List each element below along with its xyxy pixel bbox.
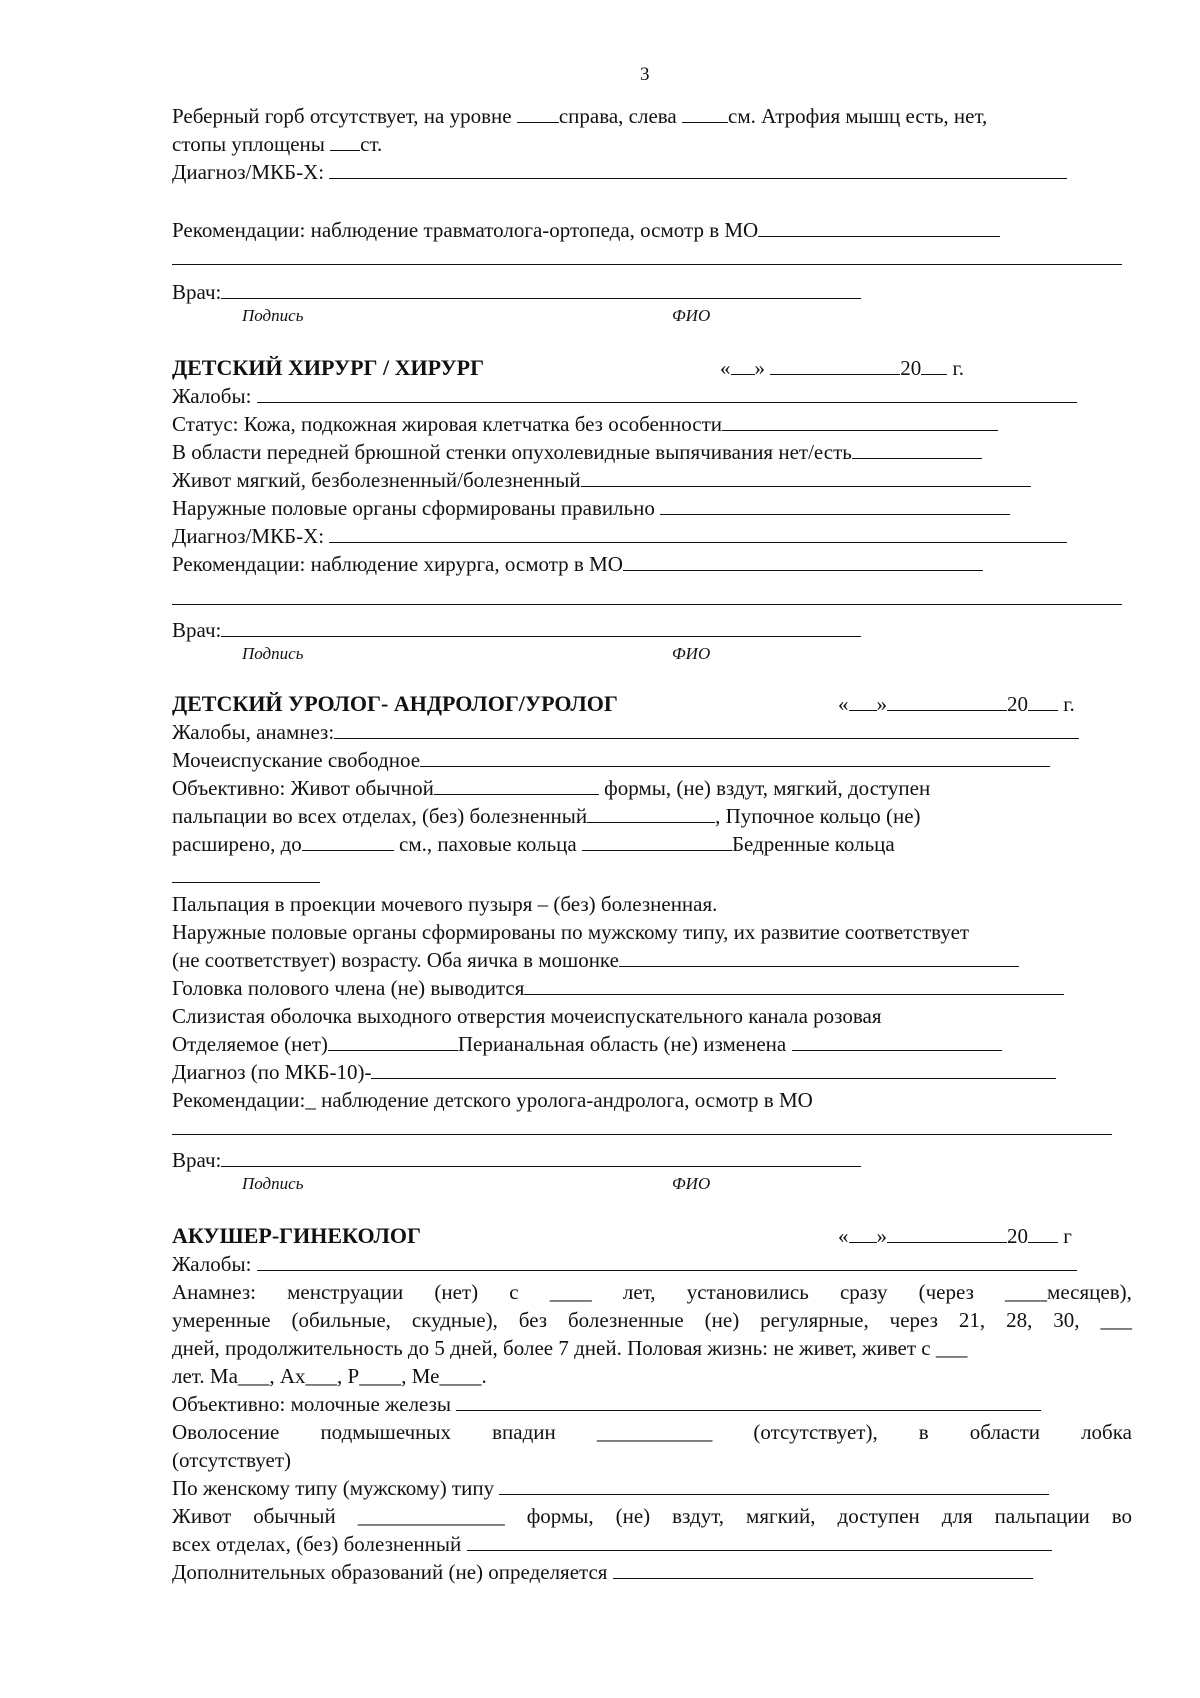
urologist-femoral-field[interactable] (172, 882, 320, 883)
urologist-diagnosis-line: Диагноз (по МКБ-10)- (172, 1058, 1132, 1086)
gynecologist-complaints-field[interactable] (257, 1250, 1077, 1271)
urologist-recommend-extra-line[interactable] (172, 1134, 1112, 1135)
urologist-discharge-line: Отделяемое (нет) Перианальная область (не) изменена (172, 1030, 1132, 1058)
gynecologist-title: АКУШЕР-ГИНЕКОЛОГ (172, 1223, 421, 1248)
gynecologist-anamnesis-line-1: Анамнез: менструации (нет) с ____ лет, установились сразу (через ____месяцев), (172, 1280, 1132, 1304)
ortho-diagnosis-field[interactable] (329, 158, 1067, 179)
urologist-glans-field[interactable] (524, 974, 1064, 995)
urologist-fio-caption: ФИО (672, 1174, 711, 1193)
urologist-urination-line: Мочеиспускание свободное (172, 746, 1132, 774)
ortho-diagnosis-line: Диагноз/МКБ-Х: (172, 158, 1132, 186)
urologist-umbilical-size-field[interactable] (302, 830, 394, 851)
surgeon-recommend-extra-line[interactable] (172, 604, 1122, 605)
surgeon-recommend-field[interactable] (623, 550, 983, 571)
gynecologist-breasts-line: Объективно: молочные железы (172, 1390, 1132, 1418)
urologist-mucosa-line: Слизистая оболочка выходного отверстия мочеиспускательного канала розовая (172, 1004, 882, 1028)
urologist-day-field[interactable] (849, 690, 877, 711)
gynecologist-breasts-field[interactable] (456, 1390, 1041, 1411)
page-number: 3 (640, 64, 650, 85)
gynecologist-absent-line: (отсутствует) (172, 1448, 292, 1472)
urologist-diagnosis-field[interactable] (371, 1058, 1056, 1079)
urologist-genitals-line-1: Наружные половые органы сформированы по мужскому типу, их развитие соответствует (172, 920, 970, 944)
gynecologist-anamnesis-line-4: лет. Ма___, Ах___, Р____, Ме____. (172, 1364, 487, 1388)
urologist-rings-line: расширено, до см., паховые кольца Бедренные кольца (172, 832, 895, 856)
urologist-abdomen-shape-field[interactable] (434, 774, 599, 795)
urologist-objective-line: Объективно: Живот обычной формы, (не) вздут, мягкий, доступен (172, 776, 931, 800)
gynecologist-year-field[interactable] (1028, 1222, 1058, 1243)
rib-left-field[interactable] (682, 102, 728, 123)
ortho-rib-hump-line: Реберный горб отсутствует, на уровне справа, слева см. Атрофия мышц есть, нет, (172, 104, 988, 128)
surgeon-diagnosis-line: Диагноз/МКБ-Х: (172, 522, 1132, 550)
gynecologist-anamnesis-line-3: дней, продолжительность до 5 дней, более 7 дней. Половая жизнь: не живет, живет с ___ (172, 1336, 968, 1360)
urologist-complaints-field[interactable] (334, 718, 1079, 739)
urologist-complaints-line: Жалобы, анамнез: (172, 718, 1132, 746)
gynecologist-abdomen-line-1: Живот обычный ______________ формы, (не) вздут, мягкий, доступен для пальпации во (172, 1504, 1132, 1528)
gynecologist-additional-line: Дополнительных образований (не) определяется (172, 1558, 1132, 1586)
ortho-doctor-line: Врач: (172, 278, 1132, 306)
ortho-recommend-field[interactable] (758, 216, 1000, 237)
surgeon-abdomen-field[interactable] (581, 466, 1031, 487)
surgeon-doctor-field[interactable] (221, 616, 861, 637)
gynecologist-type-line: По женскому типу (мужскому) типу (172, 1474, 1132, 1502)
urologist-title: ДЕТСКИЙ УРОЛОГ- АНДРОЛОГ/УРОЛОГ (172, 691, 618, 716)
urologist-date: « » 20 г. (838, 692, 1075, 716)
urologist-tenderness-field[interactable] (587, 802, 715, 823)
gynecologist-month-field[interactable] (887, 1222, 1007, 1243)
gynecologist-complaints-line: Жалобы: (172, 1250, 1132, 1278)
gynecologist-type-field[interactable] (499, 1474, 1049, 1495)
urologist-sign-caption: Подпись (242, 1174, 304, 1193)
urologist-recommend-line: Рекомендации:_ наблюдение детского уролога-андролога, осмотр в МО (172, 1088, 813, 1112)
gynecologist-abdomen-field[interactable] (467, 1530, 1052, 1551)
gynecologist-anamnesis-line-2: умеренные (обильные, скудные), без болезненные (не) регулярные, через 21, 28, 30, ___ (172, 1308, 1132, 1332)
flat-feet-field[interactable] (330, 130, 360, 151)
surgeon-complaints-line: Жалобы: (172, 382, 1132, 410)
rib-right-field[interactable] (517, 102, 559, 123)
surgeon-status-line: Статус: Кожа, подкожная жировая клетчатка без особенности (172, 410, 1132, 438)
surgeon-year-field[interactable] (921, 354, 947, 375)
urologist-glans-line: Головка полового члена (не) выводится (172, 974, 1132, 1002)
surgeon-month-field[interactable] (770, 354, 900, 375)
ortho-fio-caption: ФИО (672, 306, 711, 325)
gynecologist-axillary-line: Оволосение подмышечных впадин ___________ (отсутствует), в области лобка (172, 1420, 1132, 1444)
surgeon-genitals-field[interactable] (660, 494, 1010, 515)
ortho-doctor-field[interactable] (221, 278, 861, 299)
urologist-year-field[interactable] (1028, 690, 1058, 711)
surgeon-abdominal-wall-field[interactable] (852, 438, 982, 459)
ortho-recommend-line: Рекомендации: наблюдение травматолога-ортопеда, осмотр в МО (172, 216, 1132, 244)
surgeon-diagnosis-field[interactable] (329, 522, 1067, 543)
surgeon-complaints-field[interactable] (257, 382, 1077, 403)
gynecologist-additional-field[interactable] (613, 1558, 1033, 1579)
surgeon-status-field[interactable] (722, 410, 998, 431)
urologist-urination-field[interactable] (420, 746, 1050, 767)
surgeon-doctor-line: Врач: (172, 616, 1132, 644)
surgeon-abdomen-line: Живот мягкий, безболезненный/болезненный (172, 466, 1132, 494)
ortho-recommend-extra-line[interactable] (172, 264, 1122, 265)
surgeon-fio-caption: ФИО (672, 644, 711, 663)
gynecologist-date: « » 20 г (838, 1224, 1072, 1248)
urologist-testes-field[interactable] (619, 946, 1019, 967)
surgeon-abdominal-wall-line: В области передней брюшной стенки опухолевидные выпячивания нет/есть (172, 438, 1132, 466)
urologist-doctor-line: Врач: (172, 1146, 1132, 1174)
urologist-inguinal-field[interactable] (582, 830, 732, 851)
urologist-perianal-field[interactable] (792, 1030, 1002, 1051)
urologist-genitals-line-2: (не соответствует) возрасту. Оба яичка в мошонке (172, 946, 1132, 974)
gynecologist-day-field[interactable] (849, 1222, 877, 1243)
urologist-discharge-field[interactable] (328, 1030, 458, 1051)
surgeon-genitals-line: Наружные половые органы сформированы правильно (172, 494, 1132, 522)
urologist-doctor-field[interactable] (221, 1146, 861, 1167)
surgeon-date: « » 20 г. (720, 356, 964, 380)
surgeon-title: ДЕТСКИЙ ХИРУРГ / ХИРУРГ (172, 355, 485, 380)
ortho-flat-feet-line: стопы уплощены ст. (172, 132, 383, 156)
urologist-bladder-line: Пальпация в проекции мочевого пузыря – (без) болезненная. (172, 892, 718, 916)
surgeon-day-field[interactable] (731, 354, 755, 375)
urologist-palpation-line: пальпации во всех отделах, (без) болезненный , Пупочное кольцо (не) (172, 804, 921, 828)
gynecologist-abdomen-line-2: всех отделах, (без) болезненный (172, 1530, 1132, 1558)
surgeon-recommend-line: Рекомендации: наблюдение хирурга, осмотр в МО (172, 550, 1132, 578)
urologist-month-field[interactable] (887, 690, 1007, 711)
surgeon-sign-caption: Подпись (242, 644, 304, 663)
ortho-sign-caption: Подпись (242, 306, 304, 325)
